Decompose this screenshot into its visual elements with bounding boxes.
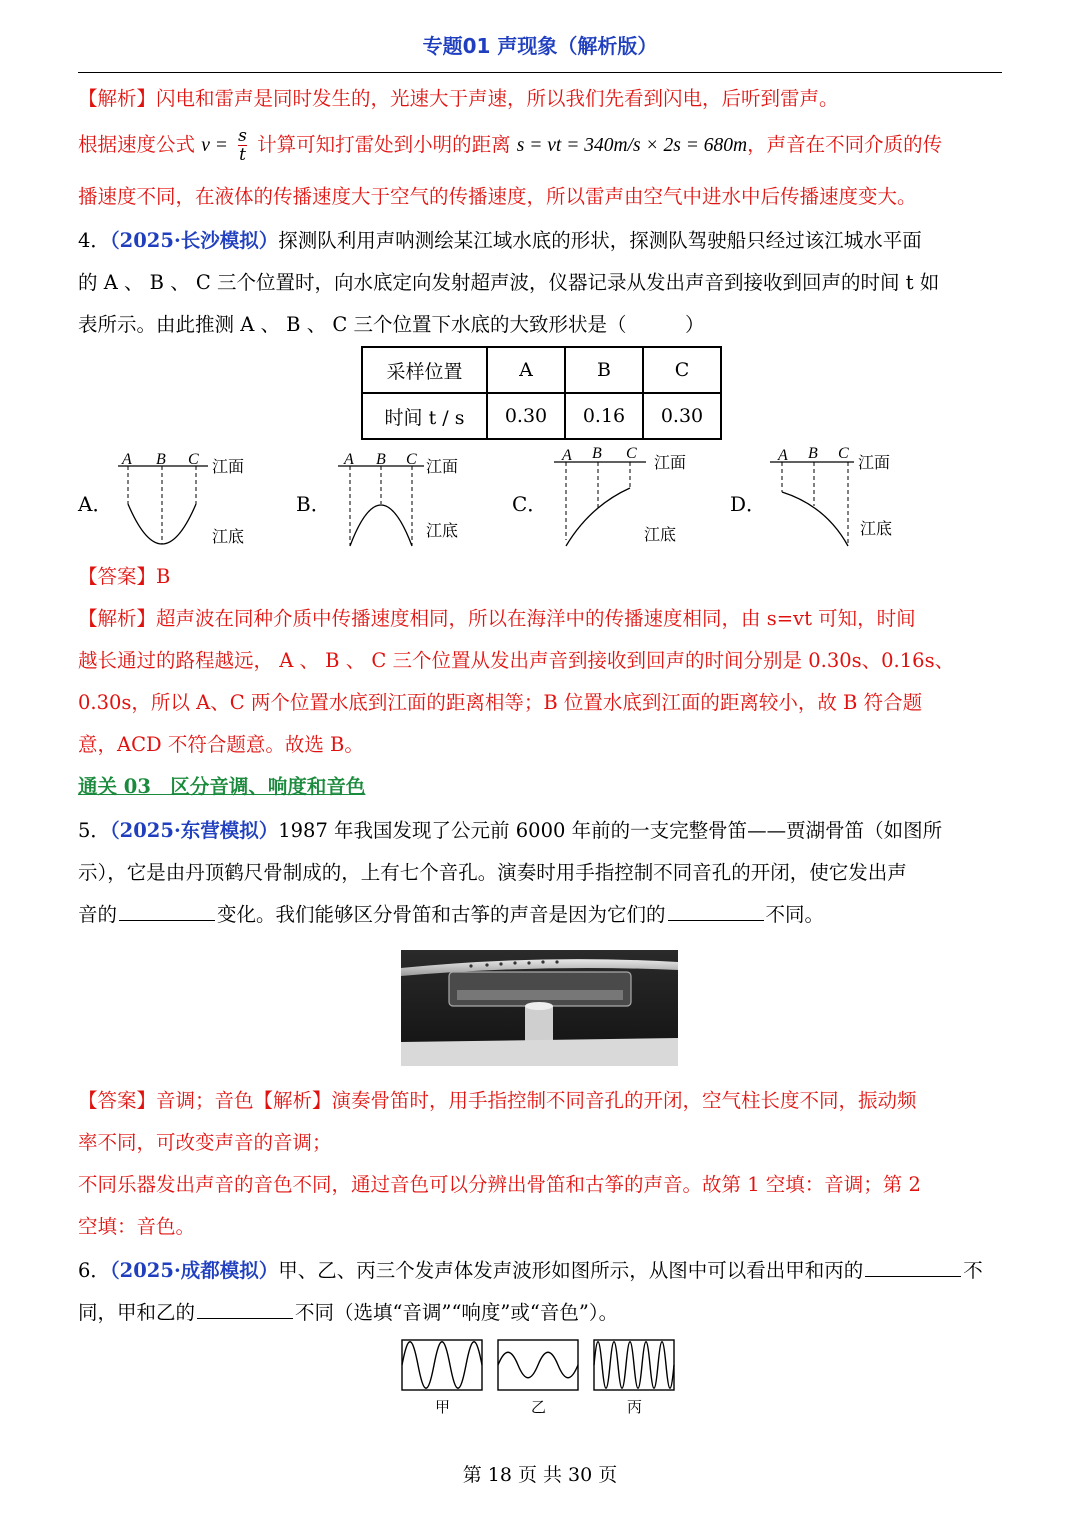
q6-number: 6． bbox=[78, 1259, 110, 1282]
q4-analysis-text1: 超声波在同种介质中传播速度相同，所以在海洋中的传播速度相同，由 s=vt 可知，时间 bbox=[156, 607, 916, 630]
option-a-diagram bbox=[110, 444, 270, 554]
analysis-tag: 【解析】 bbox=[78, 607, 157, 630]
q4-analysis-line3: 0.30s，所以 A、C 两个位置水底到江面的距离相等；B 位置水底到江面的距离较小，故 B 符合题 bbox=[78, 691, 923, 714]
prev-analysis-text1: 闪电和雷声是同时发生的，光速大于声速，所以我们先看到闪电，后听到雷声。 bbox=[156, 87, 839, 110]
q6-line1 bbox=[78, 1250, 1004, 1291]
analysis-tag: 【解析】 bbox=[253, 1089, 332, 1112]
q5-answer-line1 bbox=[78, 1080, 1004, 1121]
wave-label-jia: 甲 bbox=[435, 1398, 451, 1416]
answer-tag: 【答案】 bbox=[78, 1089, 157, 1112]
formula-fraction bbox=[238, 127, 247, 164]
label-a: A bbox=[122, 451, 132, 468]
label-b: B bbox=[592, 445, 602, 462]
label-c: C bbox=[188, 451, 199, 468]
prev-analysis-text2c: ，声音在不同介质的传 bbox=[747, 133, 943, 156]
q5-analysis-line3: 不同乐器发出声音的音色不同，通过音色可以分辨出骨笛和古筝的声音。故第 1 空填：音调；第 2 bbox=[78, 1173, 921, 1196]
wave-bing bbox=[594, 1340, 674, 1390]
q5-number: 5． bbox=[78, 819, 110, 842]
q4-table-header-row bbox=[362, 347, 721, 393]
wave-label-yi: 乙 bbox=[531, 1398, 547, 1416]
label-a: A bbox=[562, 447, 572, 464]
q5-text1: 1987 年我国发现了公元前 6000 年前的一支完整骨笛——贾湖骨笛（如图所 bbox=[278, 819, 943, 842]
surface-label: 江面 bbox=[858, 453, 891, 472]
waveforms-figure bbox=[398, 1336, 684, 1420]
q5-line2: 示），它是由丹顶鹤尺骨制成的，上有七个音孔。演奏时用手指控制不同音孔的开闭，使它发出声 bbox=[78, 861, 907, 884]
label-b: B bbox=[156, 451, 166, 468]
answer-blank[interactable] bbox=[668, 919, 764, 921]
prev-analysis-tag: 【解析】 bbox=[78, 87, 157, 110]
page-title: 专题01 声现象（解析版） bbox=[422, 34, 658, 58]
prev-analysis-line1 bbox=[78, 78, 1004, 119]
q6-text2a: 同，甲和乙的 bbox=[78, 1301, 196, 1324]
q6-line2 bbox=[78, 1292, 1004, 1333]
table-header-cell: C bbox=[643, 347, 721, 393]
prev-analysis-text2b: 计算可知打雷处到小明的距离 bbox=[257, 133, 511, 156]
q6-text1b: 不 bbox=[963, 1259, 983, 1282]
bottom-label: 江底 bbox=[860, 519, 893, 538]
label-c: C bbox=[406, 451, 417, 468]
label-a: A bbox=[778, 447, 788, 464]
prev-analysis-line3: 播速度不同，在液体的传播速度大于空气的传播速度，所以雷声由空气中进水中后传播速度变大。 bbox=[78, 185, 917, 208]
answer-blank[interactable] bbox=[197, 1317, 293, 1319]
q4-number: 4． bbox=[78, 229, 110, 252]
surface-label: 江面 bbox=[654, 453, 687, 472]
wave-yi bbox=[498, 1340, 578, 1390]
bottom-label: 江底 bbox=[426, 521, 459, 540]
q5-text3a: 音的 bbox=[78, 903, 118, 926]
q4-table-data-row bbox=[362, 393, 721, 439]
q6-text1a: 甲、乙、丙三个发声体发声波形如图所示，从图中可以看出甲和丙的 bbox=[278, 1259, 864, 1282]
formula-numerator: s bbox=[238, 126, 247, 146]
formula-distance: s = vt = 340m/s × 2s = 680m bbox=[516, 135, 748, 156]
header-divider bbox=[78, 72, 1002, 73]
q6-source: （2025·成都模拟） bbox=[109, 1259, 279, 1282]
q4-line3: 表所示。由此推测 A 、 B 、 C 三个位置下水底的大致形状是（ ） bbox=[78, 313, 705, 336]
table-header-cell: 采样位置 bbox=[362, 347, 487, 393]
answer-blank[interactable] bbox=[865, 1275, 961, 1277]
surface-label: 江面 bbox=[426, 457, 459, 476]
option-d-diagram bbox=[766, 440, 926, 550]
option-b-diagram bbox=[330, 444, 490, 554]
wave-label-bing: 丙 bbox=[627, 1398, 643, 1416]
q4-analysis-line4: 意，ACD 不符合题意。故选 B。 bbox=[78, 733, 364, 756]
q4-text1: 探测队利用声呐测绘某江域水底的形状，探测队驾驶船只经过该江城水平面 bbox=[278, 229, 922, 252]
formula-v: v = bbox=[201, 135, 228, 156]
option-d-label: D． bbox=[730, 492, 767, 516]
table-header-cell: B bbox=[565, 347, 643, 393]
q5-line3 bbox=[78, 894, 1004, 935]
q5-line1 bbox=[78, 810, 1004, 851]
bottom-label: 江底 bbox=[644, 525, 677, 544]
q4-line2: 的 A 、 B 、 C 三个位置时，向水底定向发射超声波，仪器记录从发出声音到接收到回声的时间 t 如 bbox=[78, 271, 940, 294]
bone-flute-photo bbox=[401, 950, 678, 1066]
wave-jia bbox=[402, 1340, 482, 1390]
answer-value: 音调；音色 bbox=[156, 1089, 254, 1112]
answer-value: B bbox=[156, 565, 171, 588]
label-b: B bbox=[376, 451, 386, 468]
option-a-label: A． bbox=[78, 492, 113, 516]
table-row-label: 时间 t / s bbox=[362, 393, 487, 439]
q4-source: （2025·长沙模拟） bbox=[109, 229, 279, 252]
q5-analysis-text1: 演奏骨笛时，用手指控制不同音孔的开闭，空气柱长度不同，振动频 bbox=[331, 1089, 917, 1112]
q4-table bbox=[361, 346, 722, 440]
q6-text2b: 不同（选填“音调”“响度”或“音色”）。 bbox=[295, 1301, 619, 1324]
answer-blank[interactable] bbox=[119, 919, 215, 921]
label-c: C bbox=[626, 445, 637, 462]
q5-analysis-line2: 率不同，可改变声音的音调； bbox=[78, 1131, 332, 1154]
formula-denominator: t bbox=[239, 145, 246, 165]
label-c: C bbox=[838, 445, 849, 462]
page-footer: 第 18 页 共 30 页 bbox=[462, 1464, 618, 1486]
option-c-label: C． bbox=[512, 492, 548, 516]
label-a: A bbox=[344, 451, 354, 468]
section-title: 通关 03 区分音调、响度和音色 bbox=[78, 775, 366, 798]
table-header-cell: A bbox=[487, 347, 565, 393]
q4-line1 bbox=[78, 220, 1004, 261]
table-cell: 0.30 bbox=[643, 393, 721, 439]
option-b-label: B． bbox=[296, 492, 331, 516]
table-cell: 0.16 bbox=[565, 393, 643, 439]
q4-analysis-line1 bbox=[78, 598, 1004, 639]
label-b: B bbox=[808, 445, 818, 462]
q5-text3b: 变化。我们能够区分骨笛和古筝的声音是因为它们的 bbox=[217, 903, 666, 926]
bottom-label: 江底 bbox=[212, 527, 245, 546]
q4-analysis-line2: 越长通过的路程越远， A 、 B 、 C 三个位置从发出声音到接收到回声的时间分别是 0.30s、0.16s、 bbox=[78, 649, 955, 672]
prev-analysis-line2 bbox=[78, 124, 1004, 166]
table-cell: 0.30 bbox=[487, 393, 565, 439]
q5-text3c: 不同。 bbox=[765, 903, 825, 926]
prev-analysis-text2a: 根据速度公式 bbox=[78, 133, 196, 156]
q5-analysis-line4: 空填：音色。 bbox=[78, 1215, 196, 1238]
answer-tag: 【答案】 bbox=[78, 565, 157, 588]
q5-source: （2025·东营模拟） bbox=[109, 819, 279, 842]
option-c-diagram bbox=[550, 440, 710, 550]
q4-answer bbox=[78, 556, 1004, 597]
surface-label: 江面 bbox=[212, 457, 245, 476]
